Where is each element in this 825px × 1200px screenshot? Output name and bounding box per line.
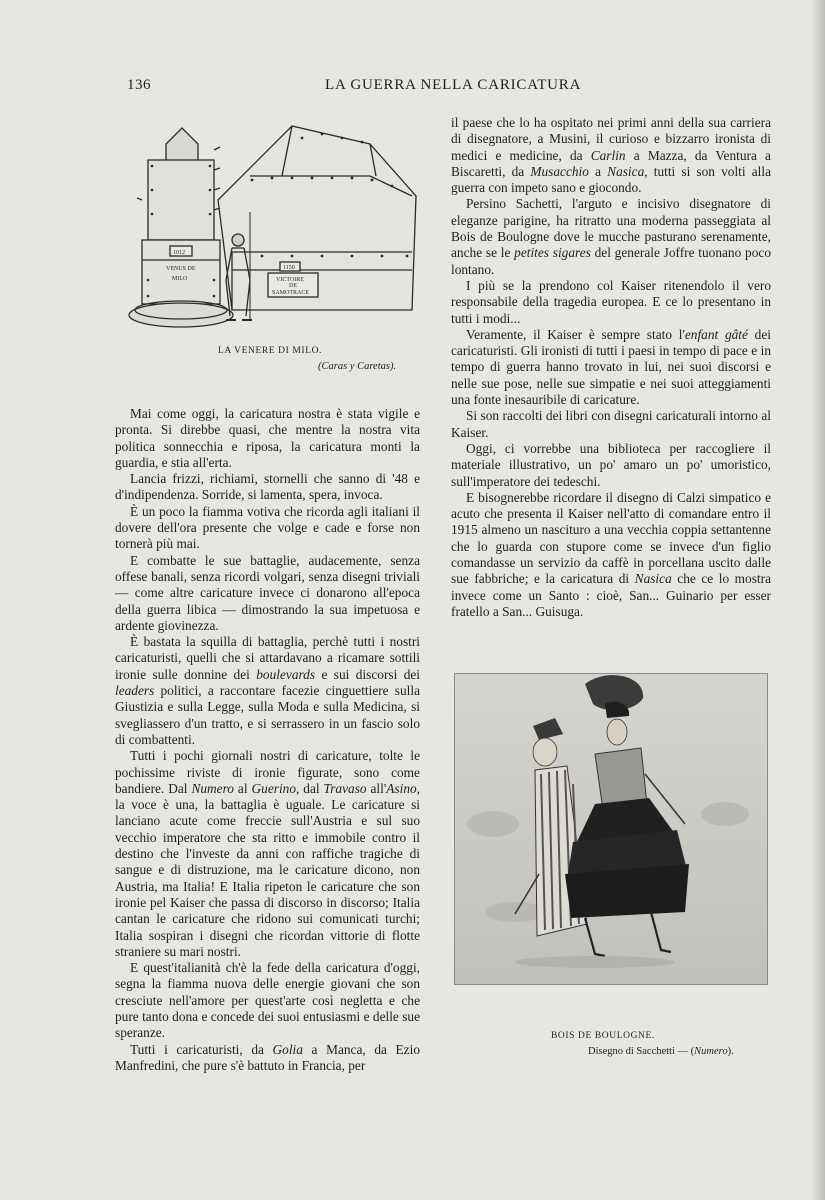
paragraph	[115, 634, 420, 748]
bois-de-boulogne-illustration	[454, 673, 768, 985]
victoire-plaque-text-2: DE	[289, 283, 297, 289]
text-run: dei caricaturisti. Gli ironisti di tutti i paesi in tempo di pace e in tempo di guerra hanno trovato in lui, nei suoi discorsi e nelle sue pose, nelle sue simpatie e nei suoi atteggiamenti una fonte inesauribile di caricature.	[451, 326, 771, 408]
text-run: Tutti i pochi giornali nostri di caricature, tolte le pochissime riviste di ironie figurate, sono come bandiere. Dal	[115, 748, 420, 796]
text-run: È bastata la squilla di battaglia, perchè tutti i nostri caricaturisti, quelli che si attardavano a ricamare sottili ironie sulle donnine dei	[115, 634, 420, 682]
text-run: politici, a raccontare facezie cinguettiere sulla Giustizia e sulla Legge, sulla Moda e sulla Medicina, si svegliassero d'un tratto, e si serrassero in un fascio solo di combattenti.	[115, 683, 420, 747]
italic-term: Nasica	[634, 571, 672, 587]
text-run: all'	[366, 780, 387, 796]
venere-di-milo-drawing	[122, 120, 422, 342]
paragraph: Si son raccolti dei libri con disegni caricaturali intorno al Kaiser.	[451, 408, 771, 440]
paragraph: Oggi, ci vorrebbe una biblioteca per raccogliere il materiale illustrativo, un po' amaro un po' umoristico, sull'imperatore dei tedeschi.	[451, 440, 771, 489]
venere-caption-credit: (Caras y Caretas).	[318, 361, 397, 372]
italic-term: Nasica	[607, 163, 645, 179]
paragraph: I più se la prendono col Kaiser ritenendolo il vero responsabile della tragedia europea. E ce lo presentano in tutti i modi...	[451, 277, 771, 326]
paragraph	[451, 196, 771, 277]
right-text-column	[451, 115, 771, 620]
text-run: , la voce è una, la battaglia è uguale. Le caricature si lanciano acute come freccie sull'Austria e sul suo vecchio imperatore che sta ritto e immobile contro il destino che l'investe da anni con raffiche tragiche di sangue e di distruzione, ma le caricature dicono, non Austria, ma Italia! E Italia ripeton le caricature che son ironie pel Kaiser che passa di discorso in discorso; Italia cantan le caricature che ridono sui comunicati turchi; Italia sospiran i disegni che ricordan vittorie di flotte straniere su mari nostri.	[115, 780, 421, 959]
text-run: al	[233, 780, 252, 796]
paragraph	[451, 115, 771, 196]
paragraph	[451, 490, 771, 620]
text-run: Tutti i caricaturisti, da	[130, 1041, 273, 1057]
venere-di-milo-illustration	[122, 120, 422, 342]
victoire-plaque-text-3: SAMOTRACE	[272, 290, 310, 296]
italic-term: Golia	[272, 1041, 303, 1057]
page-edge-shadow	[811, 0, 825, 1200]
victoire-plaque-number: 1150	[283, 265, 295, 271]
text-run: a Manca, da Ezio Manfredini, che pure s'è battuto in Francia, per	[115, 1041, 420, 1073]
paragraph: Lancia frizzi, richiami, stornelli che sanno di '48 e d'indipendenza. Sorride, si lamenta, spera, invoca.	[115, 471, 420, 503]
credit-text: ).	[727, 1046, 734, 1057]
text-run: , dal	[296, 780, 324, 796]
victoire-plaque-text-1: VICTOIRE	[276, 277, 304, 283]
italic-term: Numero	[191, 780, 234, 796]
italic-term: Travaso	[323, 780, 367, 796]
venere-caption-title: LA VENERE DI MILO.	[218, 346, 323, 356]
paragraph: È un poco la fiamma votiva che ricorda agli italiani il dovere dell'ora presente che volge e cade e forse non tornerà più mai.	[115, 503, 420, 552]
italic-term: Musacchio	[530, 163, 589, 179]
venus-plaque-text-2: MILO	[172, 276, 188, 282]
text-run: E bisognerebbe ricordare il disegno di Calzi simpatico e acuto che presenta il Kaiser nell'atto di comandare entro il 1915 almeno un nascituro a una vecchia coppia settantenne che lo guarda con stupore come se invece d'un figlio comandasse un servizio da caffè in porcellana uscito dalle sue fabbriche; e la caricatura di	[451, 489, 771, 587]
italic-term: Carlin	[590, 147, 626, 163]
page-number: 136	[127, 77, 151, 93]
text-run: e sui discorsi dei	[315, 666, 420, 682]
italic-term: petites sigares	[514, 245, 591, 261]
bois-de-boulogne-drawing	[455, 674, 767, 984]
venus-plaque-text-1: VENUS DE	[166, 266, 196, 272]
paragraph	[115, 748, 420, 960]
text-run: Persino Sachetti, l'arguto e incisivo disegnatore di eleganze parigine, ha ritratto una moderna passeggiata al Bois de Boulogne dove le mucche pasturano serenamente, anche se le	[451, 196, 771, 261]
bois-caption-credit	[588, 1046, 734, 1057]
text-run: del generale Joffre tuonano poco lontano.	[451, 245, 771, 277]
italic-term: leaders	[115, 683, 155, 699]
italic-term: enfant gâté	[684, 326, 748, 342]
bois-caption-title: BOIS DE BOULOGNE.	[551, 1031, 655, 1041]
text-run: il paese che lo ha ospitato nei primi anni della sua carriera di disegnatore, a Musini, il curioso e bizzarro ironista di medici e medicine, da	[451, 115, 771, 163]
text-run: Veramente, il Kaiser è sempre stato l'	[466, 326, 685, 342]
text-run: , tutti si son volti alla guerra con impeto sano e giocondo.	[451, 163, 771, 196]
italic-term: Asino	[386, 780, 417, 796]
running-title: LA GUERRA NELLA CARICATURA	[325, 77, 582, 93]
credit-source: Numero	[694, 1046, 728, 1057]
page-header	[127, 77, 767, 99]
paragraph: Mai come oggi, la caricatura nostra è stata vigile e pronta. Si direbbe quasi, che mentre la nostra vita politica sonnecchia e riposa, la caricatura monti la guardia, e stia all'erta.	[115, 406, 420, 470]
text-run: a	[588, 163, 608, 179]
credit-text: Disegno di Sacchetti — (	[588, 1046, 695, 1057]
left-text-column	[115, 406, 420, 1074]
italic-term: boulevards	[256, 666, 316, 682]
paragraph: E quest'italianità ch'è la fede della caricatura d'oggi, segna la fiamma nuova delle energie giovani che son cresciute nell'amore per quest'arte così negletta e che pure tanto dona e concede dei suoi entusiasmi e delle sue speranze.	[115, 960, 420, 1041]
italic-term: Guerino	[251, 780, 296, 796]
paragraph	[115, 1042, 420, 1075]
paragraph: E combatte le sue battaglie, audacemente, senza offese banali, senza ricordi volgari, senza disegni triviali — come altre caricature invece ci donarono all'epoca della guerra libica — dimostrando la sua impetuosa e ardente giovinezza.	[115, 552, 420, 633]
paragraph	[451, 327, 771, 408]
text-run: che ce lo mostra invece come un Santo : cioè, San... Guinario per esser fratello a San... Guisuga.	[451, 571, 771, 619]
text-run: a Mazza, da Ventura a Biscaretti, da	[451, 147, 771, 179]
venus-plaque-number: 1012	[173, 250, 185, 256]
